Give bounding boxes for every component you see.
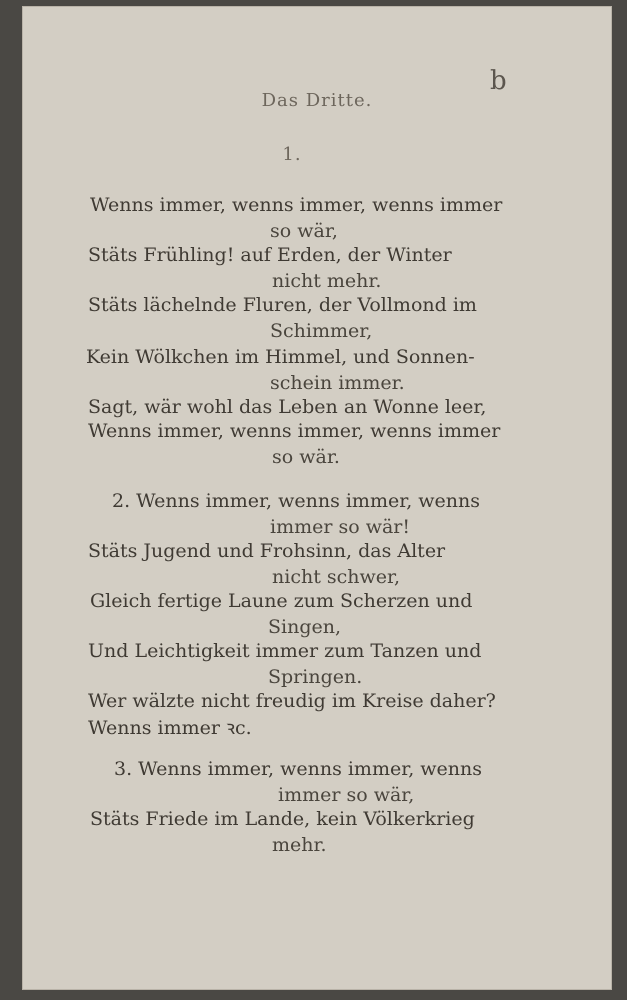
verse-2-line-5: Gleich fertige Laune zum Scherzen und: [90, 590, 473, 612]
verse-3-line-1: 3. Wenns immer, wenns immer, wenns: [114, 758, 483, 780]
verse-1-line-4: nicht mehr.: [272, 270, 382, 292]
verse-2-line-1: 2. Wenns immer, wenns immer, wenns: [112, 490, 481, 512]
verse-3-line-3: Stäts Friede im Lande, kein Völkerkrieg: [90, 808, 475, 830]
song-title: Das Dritte.: [261, 90, 373, 111]
verse-2-line-6: Singen,: [268, 616, 342, 638]
verse-1-line-8: schein immer.: [270, 372, 405, 394]
verse-3-line-4: mehr.: [272, 834, 327, 856]
verse-2-line-8: Springen.: [268, 666, 363, 688]
paper-page: [22, 6, 612, 990]
verse-1-line-7: Kein Wölkchen im Himmel, und Sonnen-: [86, 346, 475, 368]
verse-1-line-5: Stäts lächelnde Fluren, der Vollmond im: [88, 294, 477, 316]
verse-2-line-7: Und Leichtigkeit immer zum Tanzen und: [88, 640, 482, 662]
verse-2-line-2: immer so wär!: [270, 516, 411, 538]
verse-number: 1.: [282, 144, 302, 165]
page-mark: b: [490, 66, 507, 96]
verse-2-line-3: Stäts Jugend und Frohsinn, das Alter: [88, 540, 446, 562]
verse-3-line-2: immer so wär,: [278, 784, 415, 806]
verse-1-line-1: Wenns immer, wenns immer, wenns immer: [90, 194, 503, 216]
verse-1-line-10: Wenns immer, wenns immer, wenns immer: [88, 420, 501, 442]
verse-1-line-9: Sagt, wär wohl das Leben an Wonne leer,: [88, 396, 487, 418]
verse-1-line-2: so wär,: [270, 220, 338, 242]
verse-2-line-4: nicht schwer,: [272, 566, 401, 588]
verse-1-line-11: so wär.: [272, 446, 340, 468]
verse-1-line-6: Schimmer,: [270, 320, 373, 342]
verse-2-line-10: Wenns immer ꝛc.: [88, 717, 252, 739]
verse-2-line-9: Wer wälzte nicht freudig im Kreise daher?: [88, 690, 496, 712]
verse-1-line-3: Stäts Frühling! auf Erden, der Winter: [88, 244, 452, 266]
